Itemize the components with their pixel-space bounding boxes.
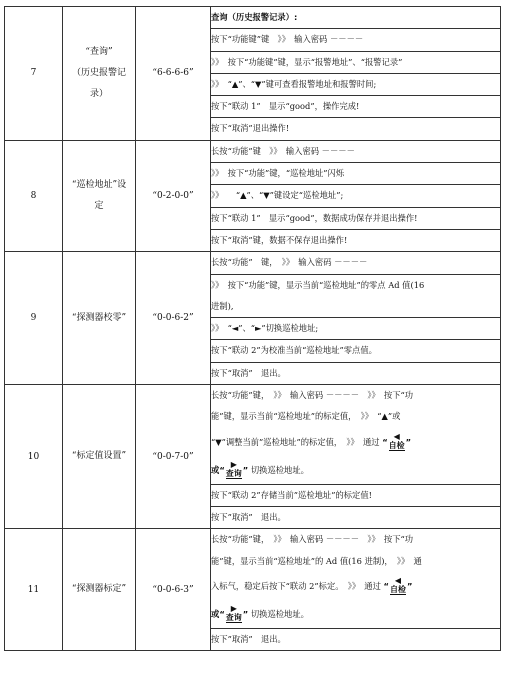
step-text: 切换巡检地址。 [250,608,309,619]
step-line: 长按“功能”键， 》》 输入密码 －－－－ 》》 按下“功 [211,390,414,401]
step-line: 长按“功能” 键， 》》 输入密码 －－－－ [211,252,500,274]
row-number: 11 [5,529,63,651]
row-number: 9 [5,252,63,385]
right-arrow-icon: ▶ [230,604,237,614]
table-row [5,7,501,141]
step-line: 按下”取消” 退出。 [211,633,286,644]
step-line-keys: 入标气，稳定后按下“联动 2”标定。 》》 通过 “ ◀ 自检 ” [211,576,413,595]
step-line: 按下“取消” 退出。 [211,367,286,378]
row-number: 10 [5,385,63,529]
step-line: 按下“功能键”键 》》 输入密码 －－－－ [211,29,500,51]
step-text: 入标气，稳定后按下“联动 2”标定。 》》 通过 [211,580,381,591]
name-line: 录） [89,88,108,99]
password-code: “0-0-7-0” [136,385,211,529]
table-row [5,140,501,251]
function-name [63,385,136,529]
step-line: 长按“功能”键， 》》 输入密码 －－－－ 》》 按下“功 [211,534,414,545]
step-line: 》》 按下“功能”键，“巡检地址”闪烁 [211,163,500,185]
step-line: 按下“联动 1” 显示“good”，操作完成! [211,96,500,118]
step-line: 》》 “▲”、“▼”键设定“巡检地址”; [211,185,500,207]
name-line: “巡检地址”设 [71,180,127,191]
step-line: 长按“功能”键 》》 输入密码 －－－－ [211,141,500,163]
left-arrow-icon: ◀ [394,576,402,586]
step-heading: 查询（历史报警记录）: [211,7,500,29]
row-number: 7 [5,7,63,141]
table-row [5,385,501,529]
name-line: （历史报警记 [71,67,126,78]
step-line: 按下”取消” 退出。 [211,511,286,522]
name-line: “标定值设置” [71,451,127,462]
password-code: “0-2-0-0” [136,140,211,251]
operations-table [4,6,501,651]
name-line: 定 [94,201,104,212]
function-name [63,7,136,141]
left-arrow-icon: ◀ [393,432,400,442]
or-text: 或 [211,608,220,619]
operation-steps [211,252,501,385]
step-line: 》》 “◄”、“►”切换巡检地址; [211,318,500,340]
password-code: “6-6-6-6” [136,7,211,141]
step-line: 按下“取消”退出操作! [211,123,290,134]
operation-steps [211,140,501,251]
step-text: 切换巡检地址。 [250,464,309,475]
key-label: 自检 [389,585,406,595]
step-line: 按下“联动 2”存储当前”巡检地址”的标定值! [211,485,500,507]
function-name [63,140,136,251]
step-line-keys: 或“ ▶ 查询 ” 切换巡检地址。 [211,456,500,485]
key-label: 查询 [225,613,242,623]
step-line: 按下“取消”键，数据不保存退出操作! [211,234,348,245]
step-line: 》》 “▲”、“▼”键可查看报警地址和报警时间; [211,74,500,96]
self-check-key [390,577,406,595]
step-line: 按下“联动 1” 显示“good”，数据成功保存并退出操作! [211,208,500,230]
right-arrow-icon: ▶ [230,460,237,470]
key-label: 查询 [225,469,242,479]
step-text: “▼”调整当前”巡检地址”的标定值， 》》 通过 [211,436,380,447]
operation-steps [211,7,501,141]
step-line: 能”键，显示当前“巡检地址”的 Ad 值(16 进制)， 》》 通 [211,555,422,566]
row-number: 8 [5,140,63,251]
name-line: “探测器校零” [71,312,127,323]
step-line: 》》 按下“功能”键，显示当前“巡检地址”的零点 Ad 值(16 [211,279,425,290]
name-line: “探测器标定” [71,584,127,595]
operation-steps [211,385,501,529]
key-label: 自检 [388,441,405,451]
self-check-key [389,433,405,451]
password-code: “0-0-6-2” [136,252,211,385]
function-name [63,252,136,385]
table-row [5,252,501,385]
step-line: 能”键，显示当前“巡检地址”的标定值， 》》 “▲”或 [211,411,401,422]
function-name [63,529,136,651]
password-code: “0-0-6-3” [136,529,211,651]
step-line-keys: 或“ ▶ 查询 ” 切换巡检地址。 [211,600,500,629]
step-line: 》》 按下“功能键”键，显示“报警地址”、“报警记录” [211,52,500,74]
table-row [5,529,501,651]
step-line-keys: “▼”调整当前”巡检地址”的标定值， 》》 通过 “ ◀ 自检 ” [211,432,412,451]
query-key [226,461,242,479]
operation-steps [211,529,501,651]
name-line: “查询” [85,46,113,57]
query-key [226,605,242,623]
step-line: 进制), [211,296,500,318]
or-text: 或 [211,464,220,475]
step-line: 按下“联动 2”为校准当前“巡检地址”零点值。 [211,340,500,362]
